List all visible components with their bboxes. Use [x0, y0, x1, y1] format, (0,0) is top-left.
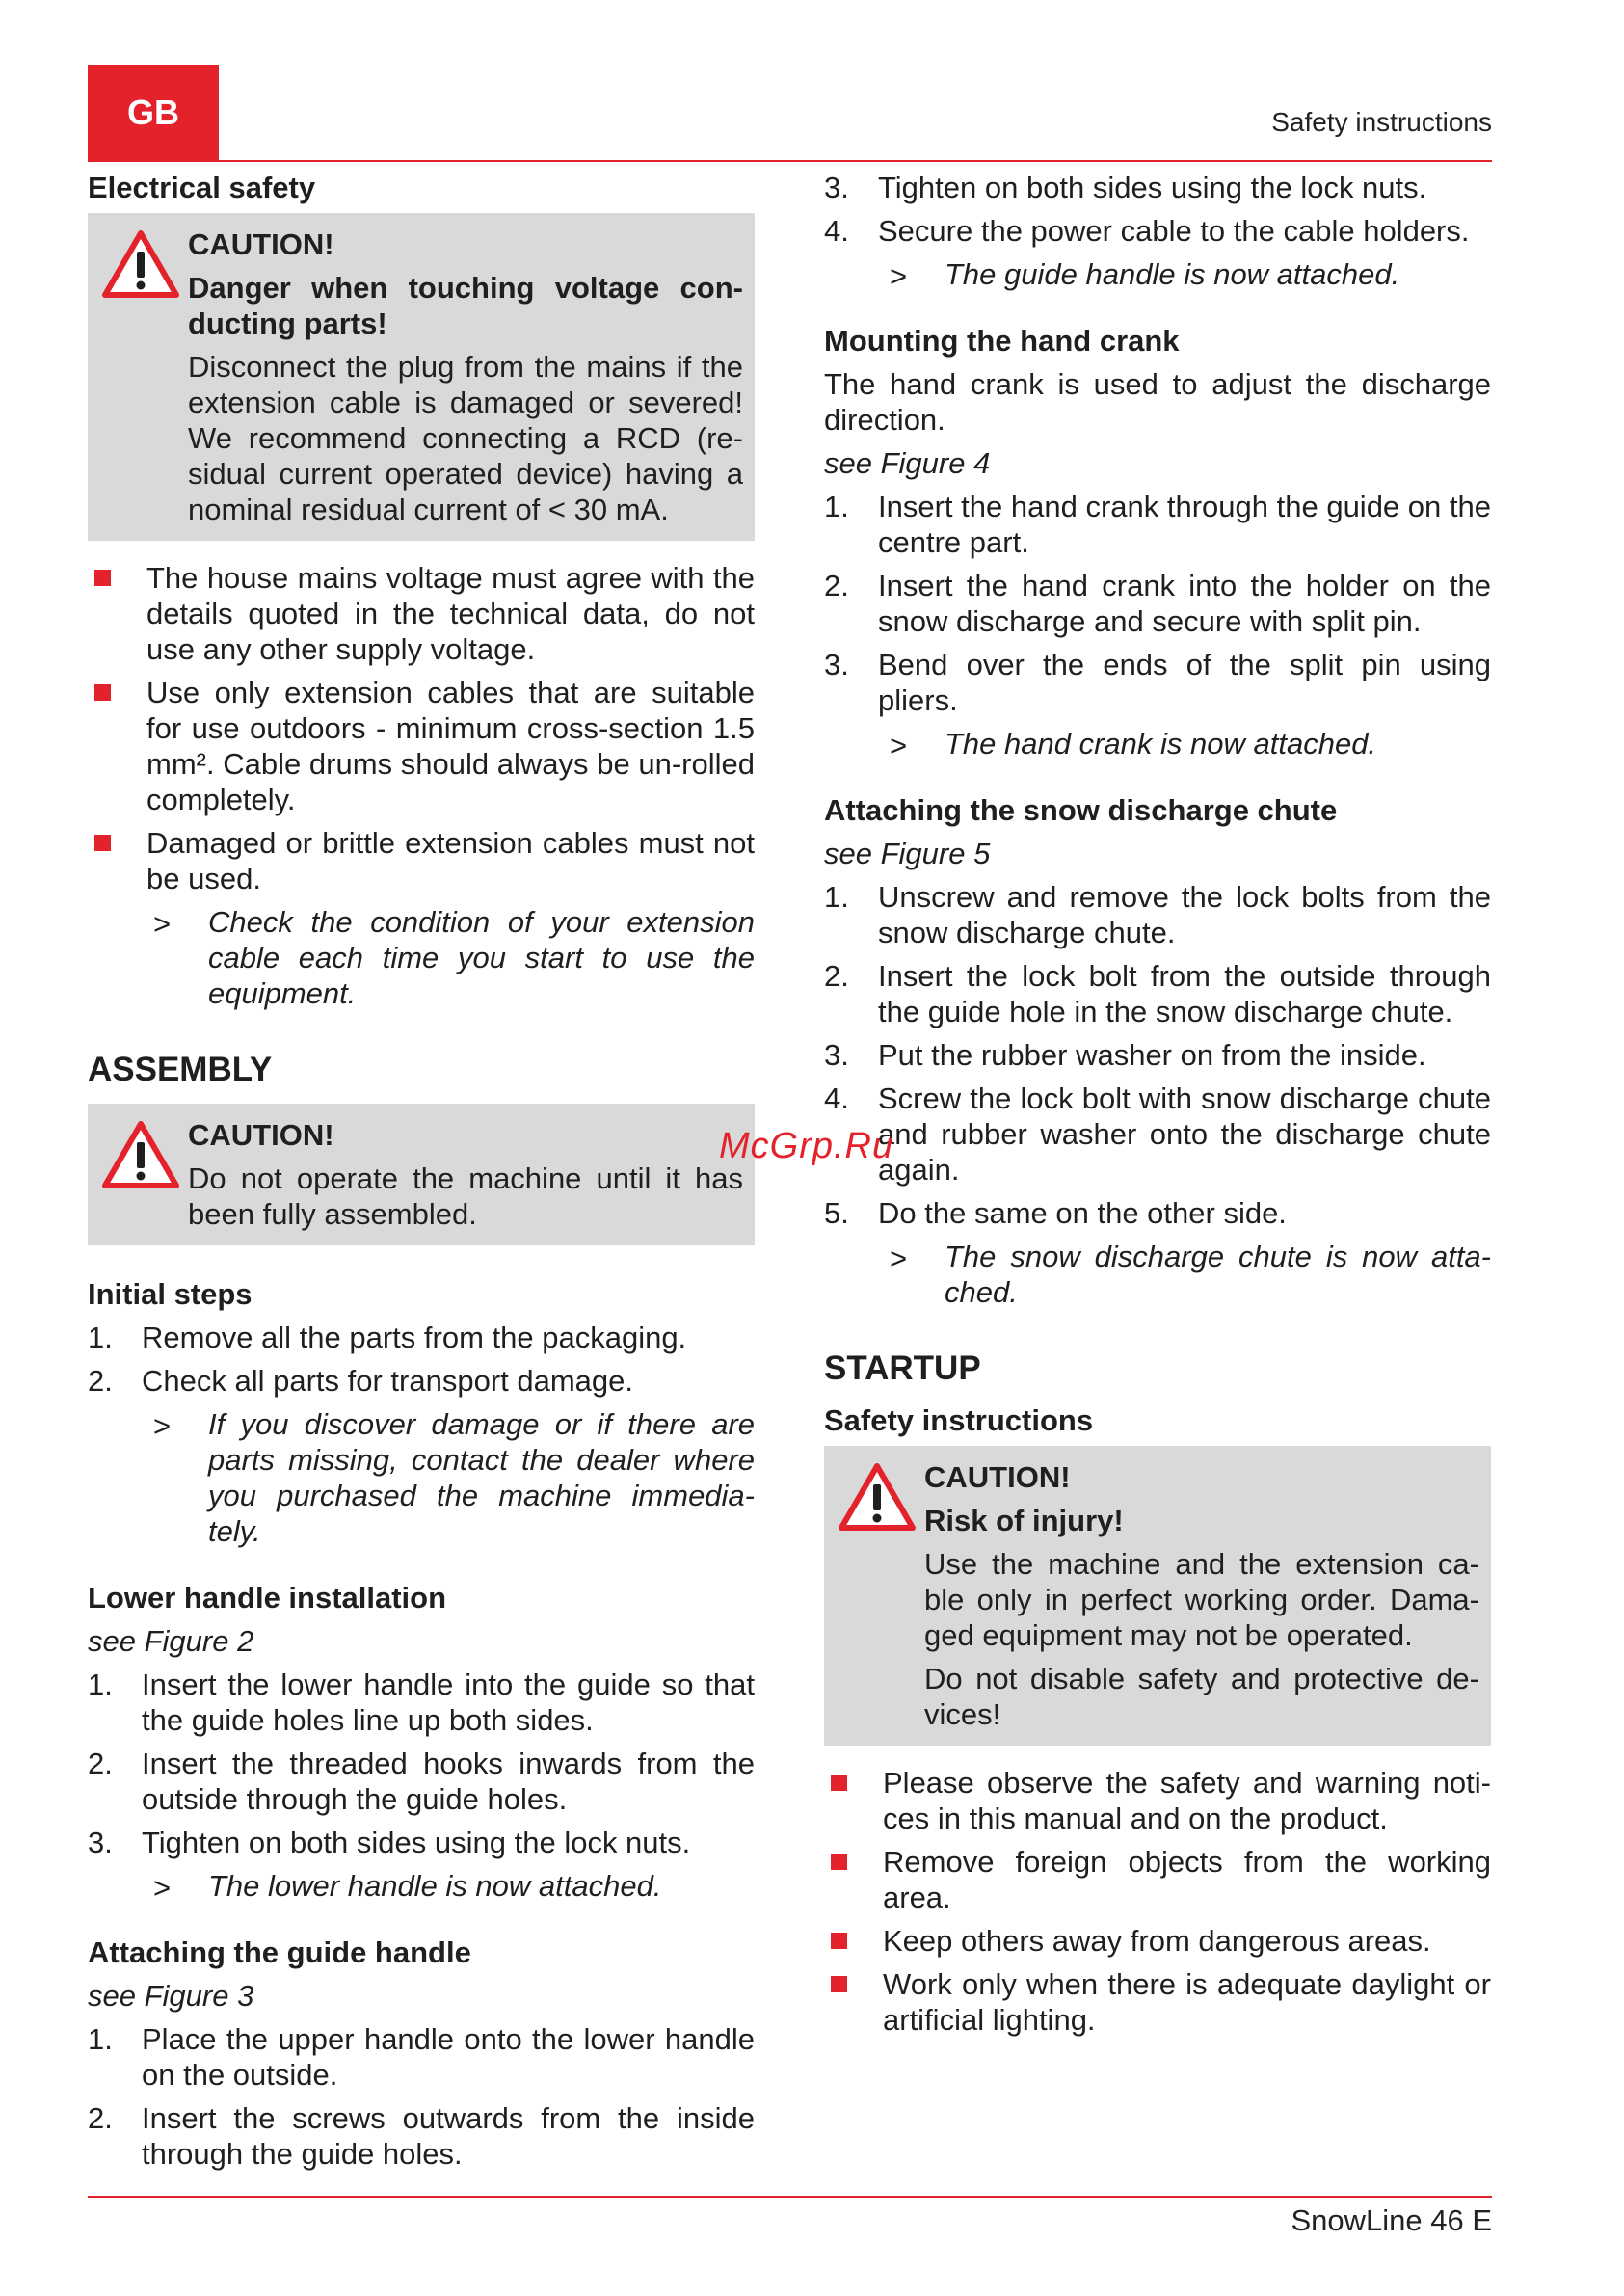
list-item: 2. Insert the screws outwards from the inside through the guide holes. — [88, 2101, 755, 2171]
right-column — [824, 170, 1491, 2045]
bullet-square-icon — [831, 1976, 847, 1992]
caution-box-startup — [824, 1446, 1491, 1746]
list-item: 2. Insert the lock bolt from the outside through the guide hole in the snow discharge chute. — [824, 959, 1491, 1028]
list-item: Remove foreign objects from the working area. — [824, 1844, 1491, 1915]
list-item: 2. Insert the threaded hooks inwards from the outside through the guide holes. — [88, 1747, 755, 1816]
assembly-heading: ASSEMBLY — [88, 1051, 273, 1088]
list-item: Damaged or brittle extension cables must not be used. — [88, 825, 755, 896]
hand-crank-steps — [824, 489, 1491, 718]
result-arrow-icon: > — [890, 729, 908, 762]
hand-crank-intro: The hand crank is used to adjust the discharge direction. — [824, 367, 1491, 437]
bullet-square-icon — [831, 1933, 847, 1949]
list-item: 3. Tighten on both sides using the lock nuts. — [824, 171, 1427, 204]
list-item: 5. Do the same on the other side. — [824, 1196, 1287, 1230]
list-item: 4. Secure the power cable to the cable holders. — [824, 214, 1470, 248]
caution-subtitle: Risk of injury! — [924, 1504, 1124, 1537]
header-section-title: Safety instructions — [1271, 107, 1492, 137]
caution-title: CAUTION! — [924, 1460, 1071, 1494]
result-arrow-icon: > — [153, 1409, 172, 1443]
result-note: > The hand crank is now attached. — [890, 727, 1377, 762]
list-item: 3. Bend over the ends of the split pin using pliers. — [824, 648, 1491, 717]
list-item: Use only extension cables that are suitable for use outdoors - minimum cross-section 1.5 mm². Cable drums should always be un-rolled completely. — [88, 675, 755, 817]
bullet-square-icon — [94, 570, 111, 586]
warning-triangle-icon — [101, 227, 188, 527]
caution-text: Do not operate the machine until it has been fully assembled. — [188, 1161, 743, 1231]
list-item: 3. Put the rubber washer on from the inside. — [824, 1038, 1426, 1072]
list-item: 2. Check all parts for transport damage. — [88, 1364, 634, 1398]
list-item: 1. Insert the hand crank through the guide on the centre part. — [824, 490, 1491, 559]
list-item: 2. Insert the hand crank into the holder on the snow discharge and secure with split pin. — [824, 569, 1491, 638]
caution-title: CAUTION! — [188, 227, 334, 261]
figure-reference: see Figure 5 — [824, 837, 991, 870]
guide-handle-heading: Attaching the guide handle — [88, 1936, 471, 1969]
warning-triangle-icon — [101, 1117, 188, 1232]
bullet-square-icon — [831, 1854, 847, 1870]
bullet-square-icon — [94, 684, 111, 701]
result-arrow-icon: > — [890, 1241, 908, 1275]
electrical-bullets — [88, 560, 755, 896]
caution-title: CAUTION! — [188, 1118, 334, 1152]
guide-handle-steps — [88, 2021, 755, 2172]
caution-text: Disconnect the plug from the mains if the extension cable is damaged or severed! We recommend connecting a RCD (re-sidual current operated device) having a nominal residual current of < 30 mA. — [188, 350, 743, 526]
initial-steps-heading: Initial steps — [88, 1277, 253, 1311]
list-item: Please observe the safety and warning noti-ces in this manual and on the product. — [824, 1765, 1491, 1836]
caution-box-electrical — [88, 213, 755, 541]
footer-rule — [88, 2196, 1492, 2198]
list-item: 1. Remove all the parts from the packaging. — [88, 1321, 687, 1354]
list-item: 1. Place the upper handle onto the lower handle on the outside. — [88, 2022, 755, 2092]
figure-reference: see Figure 2 — [88, 1624, 254, 1658]
list-item: The house mains voltage must agree with the details quoted in the technical data, do not use any other supply voltage. — [88, 560, 755, 667]
initial-steps-list — [88, 1320, 755, 1399]
bullet-square-icon — [831, 1775, 847, 1791]
electrical-safety-heading: Electrical safety — [88, 171, 316, 204]
list-item: Keep others away from dangerous areas. — [824, 1923, 1491, 1959]
result-note: > The guide handle is now attached. — [890, 257, 1400, 293]
header-rule — [88, 160, 1492, 162]
lower-handle-steps — [88, 1667, 755, 1860]
result-arrow-icon: > — [890, 259, 908, 293]
bullet-square-icon — [94, 835, 111, 851]
lower-handle-heading: Lower handle installation — [88, 1581, 447, 1615]
result-arrow-icon: > — [153, 907, 172, 941]
discharge-chute-steps — [824, 879, 1491, 1231]
footer-product-name: SnowLine 46 E — [1291, 2203, 1492, 2237]
caution-text: Do not disable safety and protective de-vices! — [924, 1662, 1479, 1731]
result-note: > The snow discharge chute is now atta-ched. — [890, 1240, 1491, 1309]
left-column — [88, 170, 755, 2179]
startup-bullets — [824, 1765, 1491, 2038]
figure-reference: see Figure 4 — [824, 446, 991, 480]
startup-safety-heading: Safety instructions — [824, 1403, 1094, 1437]
guide-handle-steps-continued — [824, 170, 1491, 249]
list-item: Work only when there is adequate daylight or artificial lighting. — [824, 1966, 1491, 2038]
hand-crank-heading: Mounting the hand crank — [824, 324, 1180, 358]
caution-box-assembly — [88, 1104, 755, 1245]
caution-text: Use the machine and the extension ca-ble only in perfect working order. Dama-ged equipment may not be operated. — [924, 1547, 1479, 1652]
caution-subtitle: Danger when touching voltage con-ducting parts! — [188, 271, 743, 340]
result-note: > The lower handle is now attached. — [153, 1869, 662, 1905]
warning-triangle-icon — [838, 1459, 924, 1732]
startup-heading: STARTUP — [824, 1349, 981, 1387]
watermark: McGrp.Ru — [719, 1126, 894, 1166]
list-item: 1. Unscrew and remove the lock bolts from the snow discharge chute. — [824, 880, 1491, 949]
list-item: 3. Tighten on both sides using the lock nuts. — [88, 1826, 691, 1859]
result-note: > If you discover damage or if there are parts missing, contact the dealer where you purchased the machine immedia-tely. — [153, 1407, 755, 1548]
language-tab: GB — [88, 65, 219, 161]
figure-reference: see Figure 3 — [88, 1979, 254, 2013]
result-note: > Check the condition of your extension cable each time you start to use the equipment. — [153, 905, 755, 1010]
list-item: 1. Insert the lower handle into the guide so that the guide holes line up both sides. — [88, 1668, 755, 1737]
list-item: 4. Screw the lock bolt with snow discharge chute and rubber washer onto the discharge chute again. — [824, 1081, 1491, 1187]
result-arrow-icon: > — [153, 1871, 172, 1905]
discharge-chute-heading: Attaching the snow discharge chute — [824, 793, 1338, 827]
